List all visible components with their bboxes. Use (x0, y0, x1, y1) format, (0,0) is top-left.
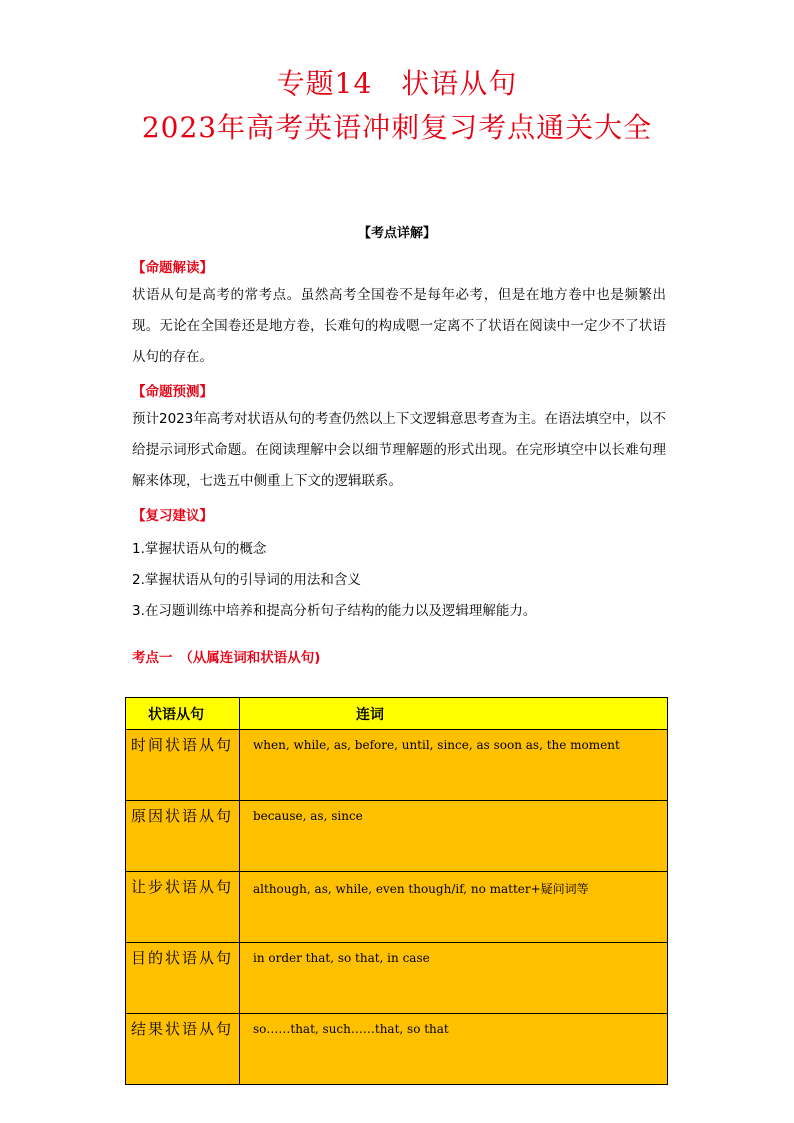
conjunction-cell: although, as, while, even though/if, no matter+疑问词等 (240, 872, 668, 943)
table-row (126, 730, 668, 801)
section-body-interpret: 状语从句是高考的常考点。虽然高考全国卷不是每年必考，但是在地方卷中也是频繁出现。无论在全国卷还是地方卷，长难句的构成嗯一定离不了状语在阅读中一定少不了状语从句的存在。 (132, 287, 666, 365)
conjunction-cell: in order that, so that, in case (240, 943, 668, 1014)
advice-item-2: 2.掌握状语从句的引导词的用法和含义 (132, 572, 361, 588)
table-row (126, 872, 668, 943)
table-row (126, 801, 668, 872)
clause-type-cell: 让步状语从句 (126, 872, 240, 943)
table-row (126, 1014, 668, 1085)
conjunction-cell: because, as, since (240, 801, 668, 872)
advice-item-3: 3.在习题训练中培养和提高分析句子结构的能力以及逻辑理解能力。 (132, 603, 537, 619)
advice-item-1: 1.掌握状语从句的概念 (132, 541, 267, 557)
point1-heading: 考点一 （从属连词和状语从句) (132, 650, 321, 666)
document-title-line2: 2023年高考英语冲刺复习考点通关大全 (141, 111, 653, 144)
clause-type-cell: 目的状语从句 (126, 943, 240, 1014)
conjunction-cell: when, while, as, before, until, since, as soon as, the moment (240, 730, 668, 801)
table-header-row (126, 698, 668, 730)
details-heading: 【考点详解】 (357, 226, 436, 241)
table-row (126, 943, 668, 1014)
document-title-line1: 专题14 状语从句 (276, 67, 518, 100)
section-heading-interpret: 【命题解读】 (132, 260, 213, 276)
conjunction-table (125, 697, 668, 1085)
table-header-clause: 状语从句 (126, 698, 240, 730)
conjunction-cell: so……that, such……that, so that (240, 1014, 668, 1085)
section-heading-advice: 【复习建议】 (132, 508, 213, 524)
clause-type-cell: 时间状语从句 (126, 730, 240, 801)
clause-type-cell: 原因状语从句 (126, 801, 240, 872)
table-header-conjunction: 连词 (240, 698, 668, 730)
section-body-predict: 预计2023年高考对状语从句的考查仍然以上下文逻辑意思考查为主。在语法填空中，以不给提示词形式命题。在阅读理解中会以细节理解题的形式出现。在完形填空中以长难句理解来体现，七选五中侧重上下文的逻辑联系。 (132, 411, 666, 489)
section-heading-predict: 【命题预测】 (132, 384, 213, 400)
clause-type-cell: 结果状语从句 (126, 1014, 240, 1085)
